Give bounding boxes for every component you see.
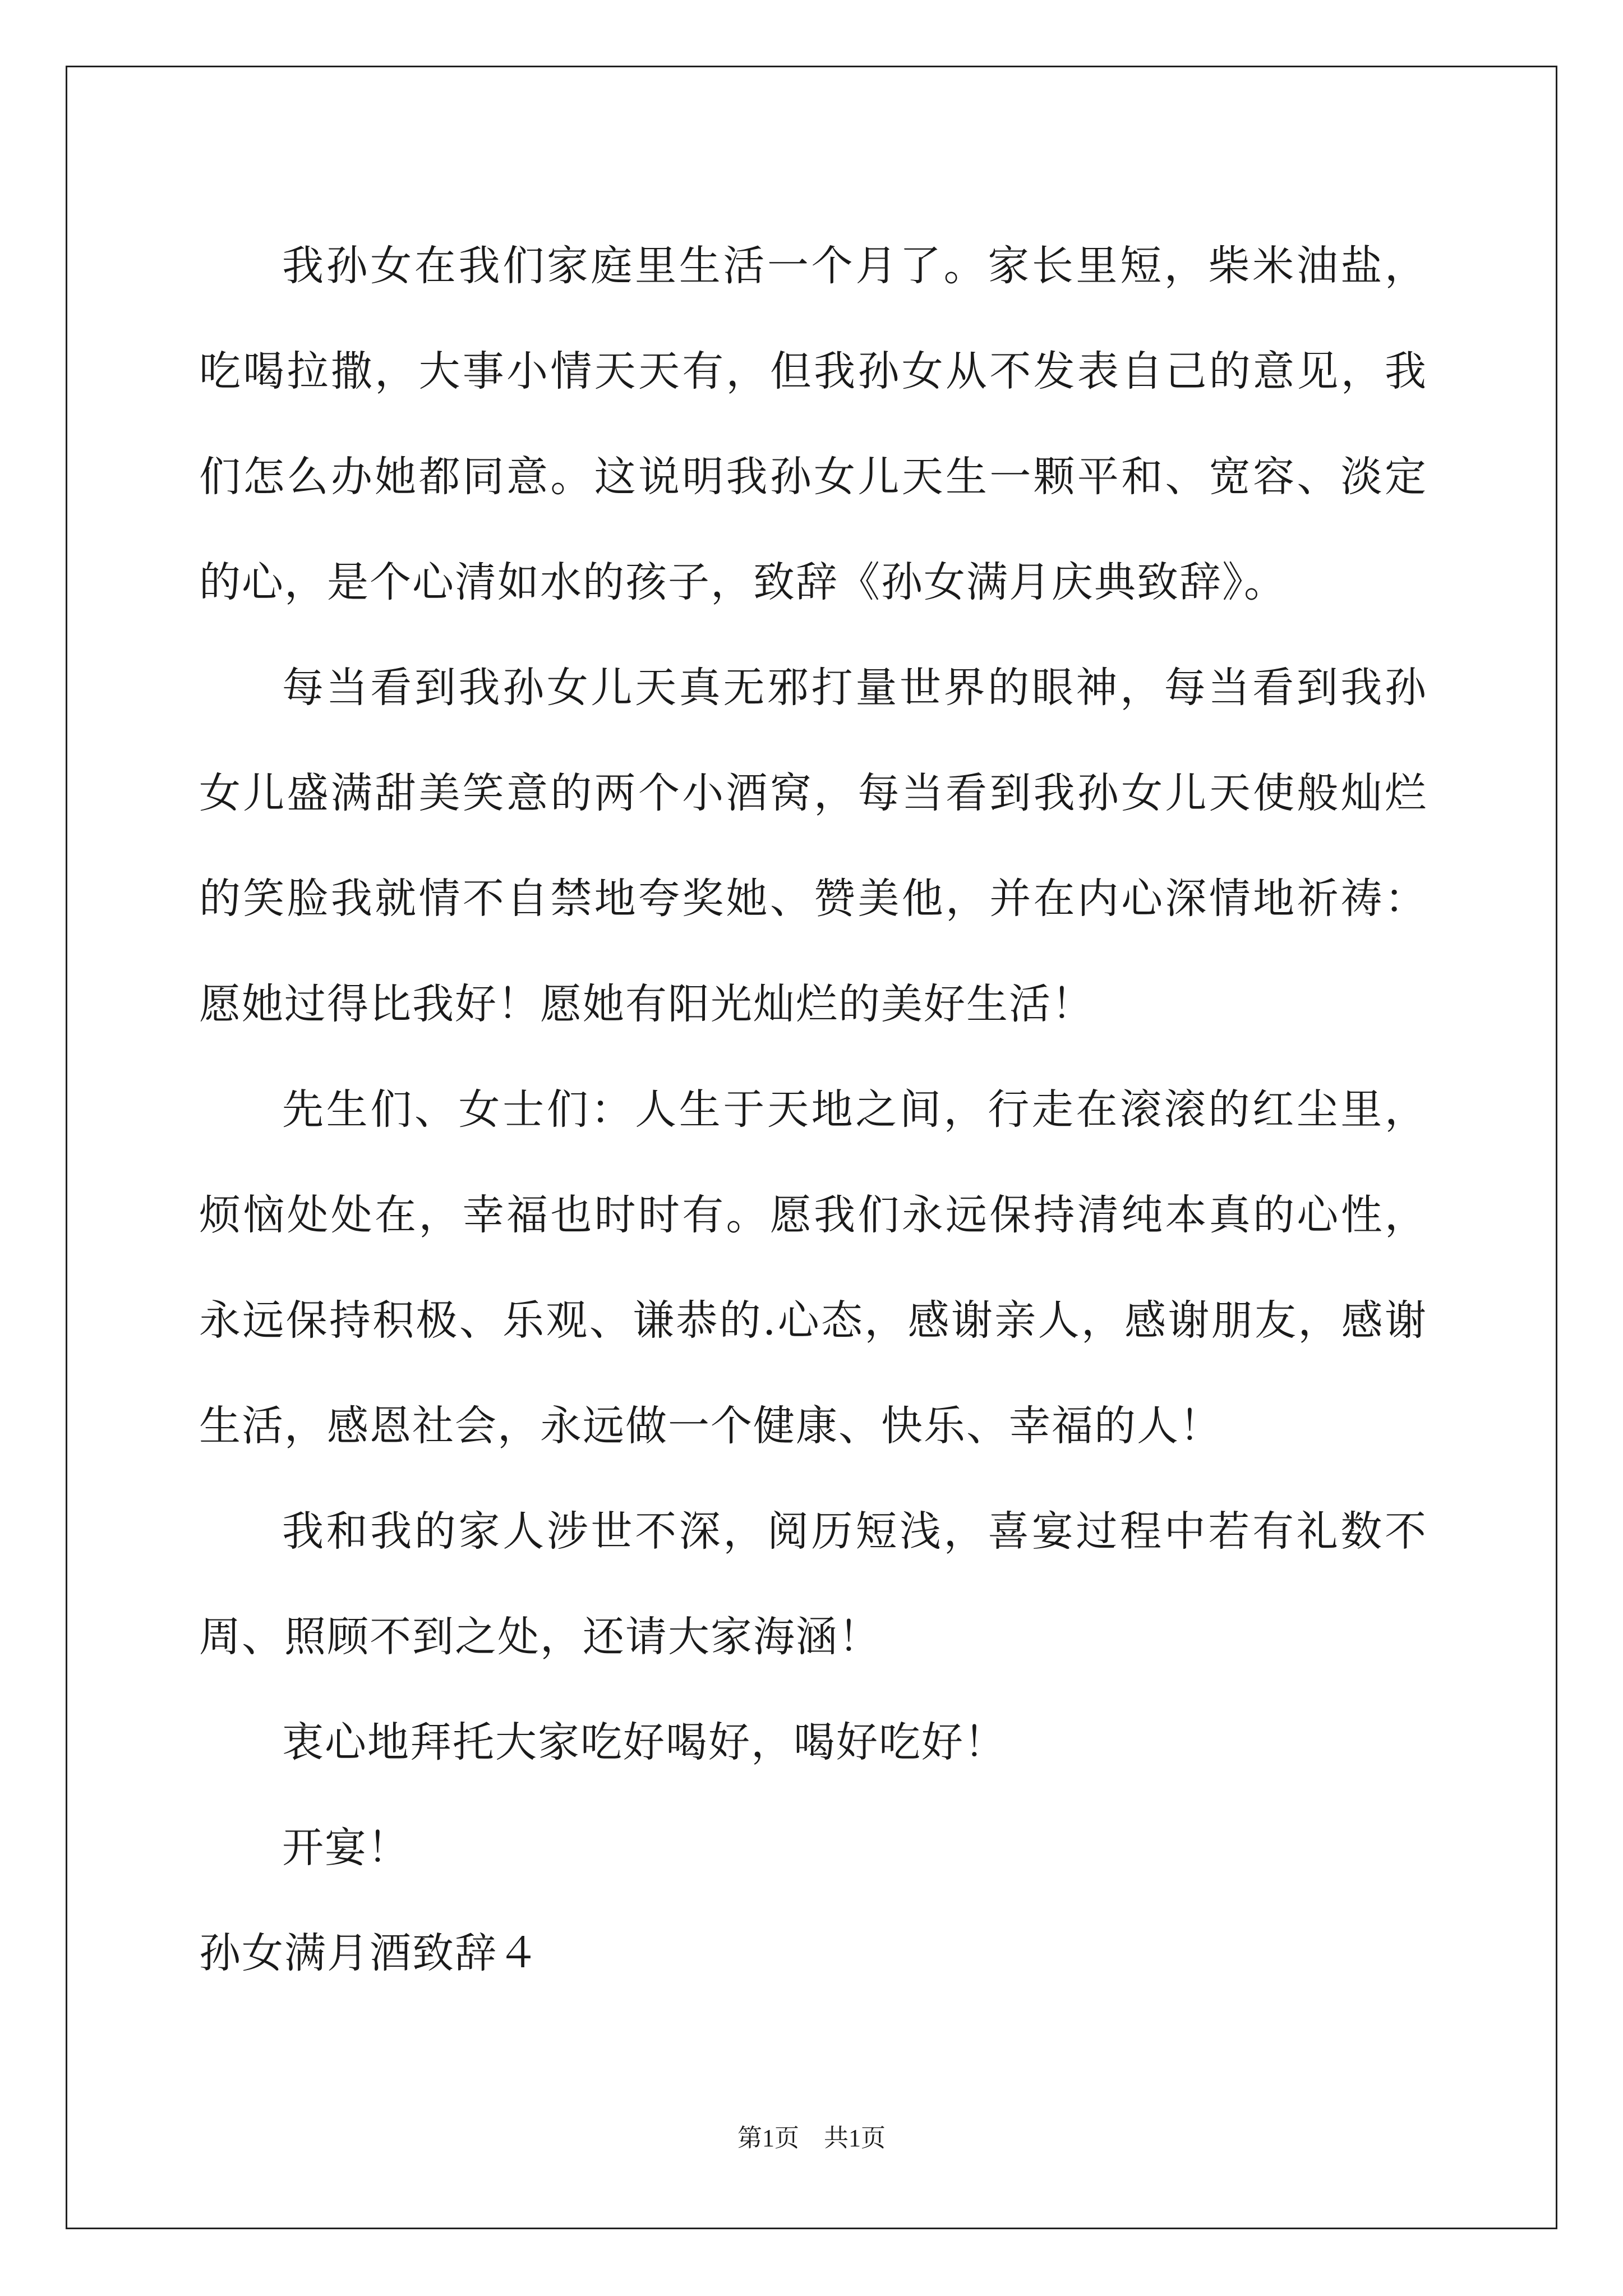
paragraph-2: 每当看到我孙女儿天真无邪打量世界的眼神，每当看到我孙女儿盛满甜美笑意的两个小酒窝，每当看到我孙女儿天使般灿烂的笑脸我就情不自禁地夸奖她、赞美他，并在内心深情地祈祷：愿她过得比我好！愿她有阳光灿烂的美好生活！ — [199, 664, 1427, 1028]
paragraph-6: 开宴！ — [282, 1824, 410, 1872]
section-heading: 孙女满月酒致辞４ — [199, 1929, 540, 1977]
paragraph-5: 衷心地拜托大家吃好喝好，喝好吃好！ — [282, 1718, 1007, 1766]
paragraph-3: 先生们、女士们：人生于天地之间，行走在滚滚的红尘里，烦恼处处在，幸福也时时有。愿我们永远保持清纯本真的心性，永远保持积极、乐观、谦恭的.心态，感谢亲人，感谢朋友，感谢生活，感恩社会，永远做一个健康、快乐、幸福的人！ — [199, 1085, 1427, 1450]
document-body — [199, 213, 1427, 2006]
page-number-footer: 第1页 共1页 — [737, 2124, 886, 2152]
paragraph-1: 我孙女在我们家庭里生活一个月了。家长里短，柴米油盐，吃喝拉撒，大事小情天天有，但我孙女从不发表自己的意见，我们怎么办她都同意。这说明我孙女儿天生一颗平和、宽容、淡定的心，是个心清如水的孩子，致辞《孙女满月庆典致辞》。 — [199, 242, 1427, 606]
paragraph-4: 我和我的家人涉世不深，阅历短浅，喜宴过程中若有礼数不周、照顾不到之处，还请大家海涵！ — [199, 1507, 1427, 1661]
